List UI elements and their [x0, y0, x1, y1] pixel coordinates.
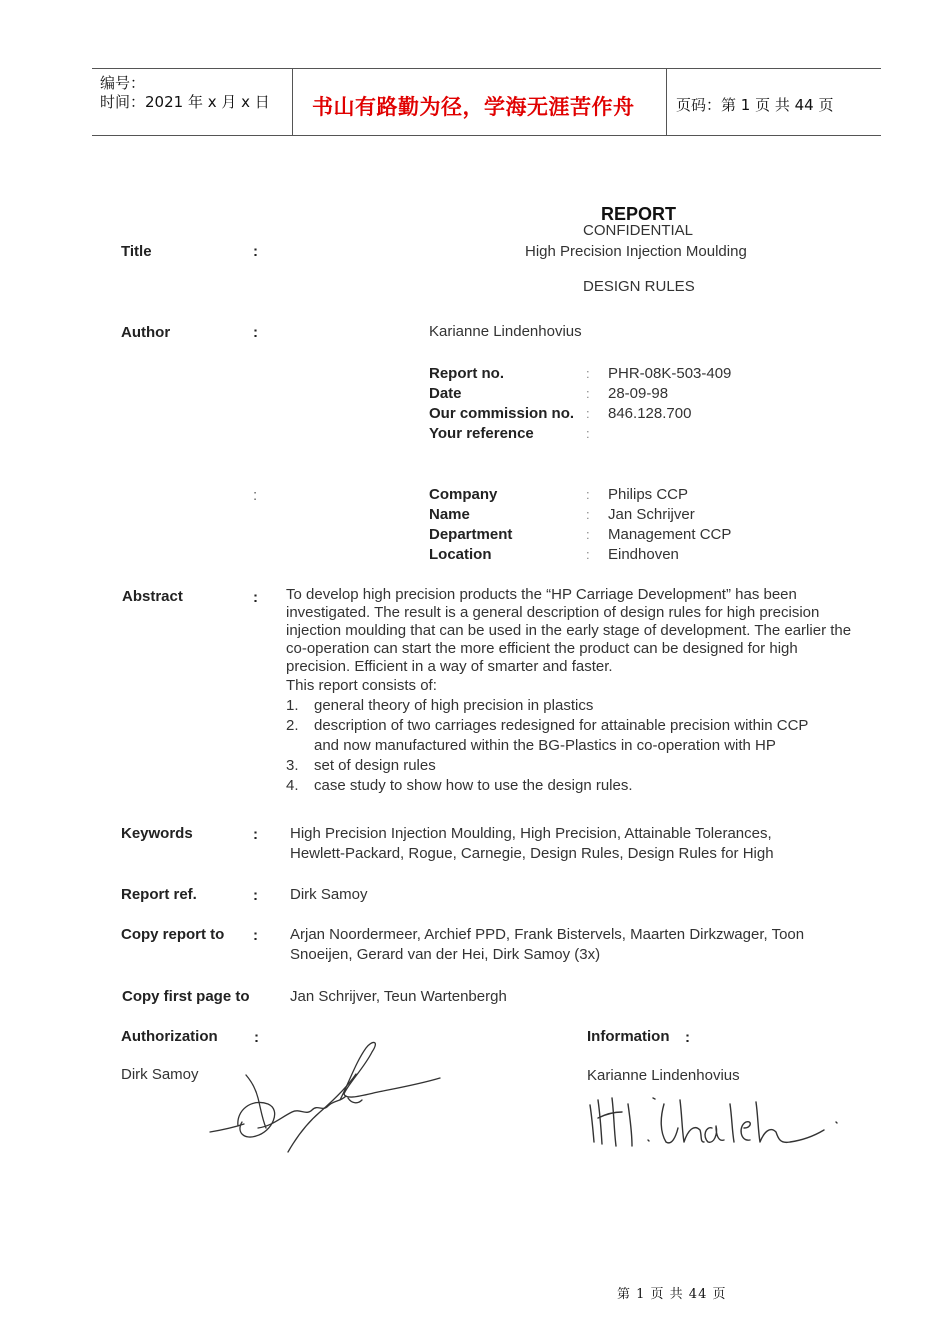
- report-ref-value: Dirk Samoy: [290, 886, 368, 903]
- name-value: Jan Schrijver: [608, 506, 695, 523]
- abstract-list-intro: This report consists of:: [286, 677, 437, 694]
- list-item-number: 4.: [286, 777, 299, 794]
- commission-colon: :: [586, 406, 590, 421]
- list-item-text: set of design rules: [314, 757, 436, 774]
- keywords-label: Keywords: [121, 825, 193, 842]
- commission-label: Our commission no.: [429, 405, 575, 422]
- footer-page-number: 第 1 页 共 44 页: [617, 1287, 727, 1302]
- date-field-value: 28-09-98: [608, 385, 669, 402]
- location-value: Eindhoven: [608, 546, 679, 563]
- title-label: Title: [121, 243, 152, 260]
- report-ref-label: Report ref.: [121, 886, 197, 903]
- department-value: Management CCP: [608, 526, 732, 543]
- list-item-text-continued: and now manufactured within the BG-Plastics in co-operation with HP: [314, 737, 776, 754]
- list-item-number: 1.: [286, 697, 299, 714]
- title-line2: DESIGN RULES: [583, 278, 695, 295]
- list-item-text: description of two carriages redesigned for attainable precision within CCP: [314, 717, 809, 734]
- abstract-label: Abstract: [122, 588, 183, 605]
- keywords-line1: High Precision Injection Moulding, High Precision, Attainable Tolerances,: [290, 825, 772, 842]
- copy-report-label: Copy report to: [121, 926, 225, 943]
- date-field-label: Date: [429, 385, 462, 402]
- copy-first-page-label: Copy first page to: [122, 988, 250, 1005]
- page-number-label: 页码：第 1 页 共 44 页: [676, 96, 834, 114]
- information-name: Karianne Lindenhovius: [587, 1067, 740, 1084]
- your-reference-colon: :: [586, 426, 590, 441]
- name-colon: :: [586, 507, 590, 522]
- authorization-colon: :: [254, 1029, 259, 1046]
- client-colon: :: [253, 487, 258, 504]
- author-colon: :: [253, 324, 258, 341]
- keywords-colon: :: [253, 826, 258, 843]
- list-item-number: 2.: [286, 717, 299, 734]
- title-colon: :: [253, 243, 258, 260]
- abstract-text: To develop high precision products the “HP Carriage Development” has been investigated. The result is a general description of design rules for high precision injection moulding that can be used in the early stage of development. The earlier the co-operation can start the more efficient the product can be designed for high precision. Efficient in a way of smarter and faster.: [286, 586, 852, 675]
- company-colon: :: [586, 487, 590, 502]
- abstract-colon: :: [253, 589, 258, 606]
- date-label: 时间：2021 年 x 月 x 日: [100, 93, 270, 111]
- list-item-text: general theory of high precision in plastics: [314, 697, 594, 714]
- location-colon: :: [586, 547, 590, 562]
- author-label: Author: [121, 324, 171, 341]
- motto: 书山有路勤为径，学海无涯苦作舟: [312, 94, 635, 119]
- department-label: Department: [429, 526, 513, 543]
- copy-report-line1: Arjan Noordermeer, Archief PPD, Frank Bistervels, Maarten Dirkzwager, Toon: [290, 926, 805, 943]
- copy-first-page-value: Jan Schrijver, Teun Wartenbergh: [290, 988, 507, 1005]
- information-colon: :: [685, 1029, 690, 1046]
- title-line1: High Precision Injection Moulding: [525, 243, 747, 260]
- report-ref-colon: :: [253, 887, 258, 904]
- list-item-text: case study to show how to use the design rules.: [314, 777, 633, 794]
- company-value: Philips CCP: [608, 486, 689, 503]
- report-no-value: PHR-08K-503-409: [608, 365, 732, 382]
- list-item-number: 3.: [286, 757, 299, 774]
- location-label: Location: [429, 546, 492, 563]
- date-field-colon: :: [586, 386, 590, 401]
- information-label: Information: [587, 1028, 670, 1045]
- report-no-label: Report no.: [429, 365, 504, 382]
- serial-label: 编号：: [100, 74, 146, 92]
- report-no-colon: :: [586, 366, 590, 381]
- author-name: Karianne Lindenhovius: [429, 323, 582, 340]
- report-heading: REPORT: [601, 204, 677, 224]
- copy-report-line2: Snoeijen, Gerard van der Hei, Dirk Samoy (3x): [290, 946, 601, 963]
- commission-value: 846.128.700: [608, 405, 692, 422]
- department-colon: :: [586, 527, 590, 542]
- classification: CONFIDENTIAL: [583, 222, 694, 239]
- keywords-line2: Hewlett-Packard, Rogue, Carnegie, Design Rules, Design Rules for High: [290, 845, 774, 862]
- authorization-label: Authorization: [121, 1028, 218, 1045]
- authorization-name: Dirk Samoy: [121, 1066, 199, 1083]
- your-reference-label: Your reference: [429, 425, 534, 442]
- copy-report-colon: :: [253, 927, 258, 944]
- name-label: Name: [429, 506, 470, 523]
- company-label: Company: [429, 486, 498, 503]
